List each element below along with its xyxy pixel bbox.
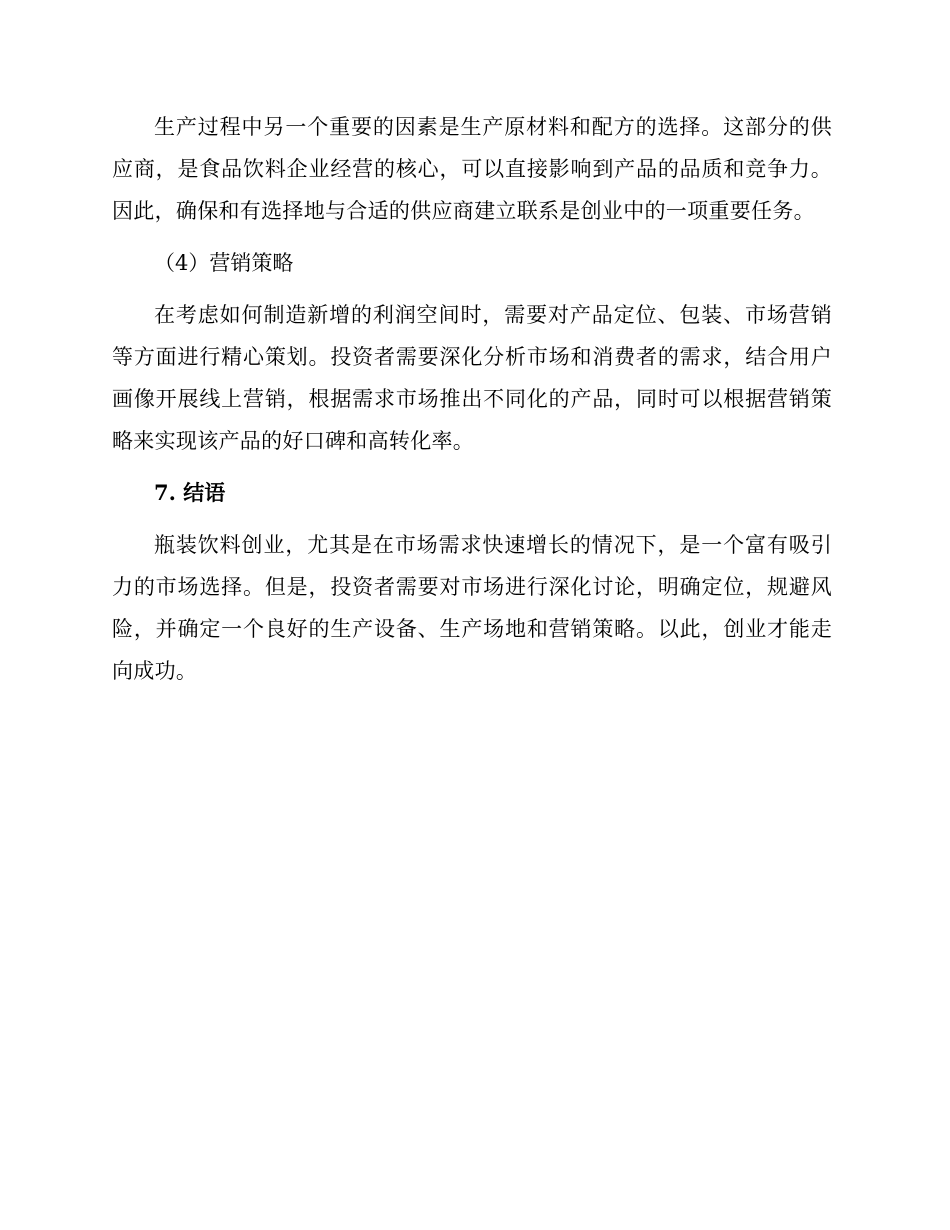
paragraph-conclusion: 瓶装饮料创业，尤其是在市场需求快速增长的情况下，是一个富有吸引力的市场选择。但是，投资者需要对市场进行深化讨论，明确定位，规避风险，并确定一个良好的生产设备、生产场地和营销策略。以此，创业才能走向成功。 [112, 533, 832, 683]
section-heading-conclusion: 7. 结语 [154, 480, 226, 505]
paragraph-marketing: 在考虑如何制造新增的利润空间时，需要对产品定位、包装、市场营销等方面进行精心策划。投资者需要深化分析市场和消费者的需求，结合用户画像开展线上营销，根据需求市场推出不同化的产品，同时可以根据营销策略来实现该产品的好口碑和高转化率。 [112, 303, 832, 453]
document-page [112, 106, 832, 692]
subheading-marketing-strategy: （4）营销策略 [154, 251, 294, 275]
paragraph-raw-materials: 生产过程中另一个重要的因素是生产原材料和配方的选择。这部分的供应商，是食品饮料企业经营的核心，可以直接影响到产品的品质和竞争力。因此，确保和有选择地与合适的供应商建立联系是创业中的一项重要任务。 [112, 115, 832, 223]
